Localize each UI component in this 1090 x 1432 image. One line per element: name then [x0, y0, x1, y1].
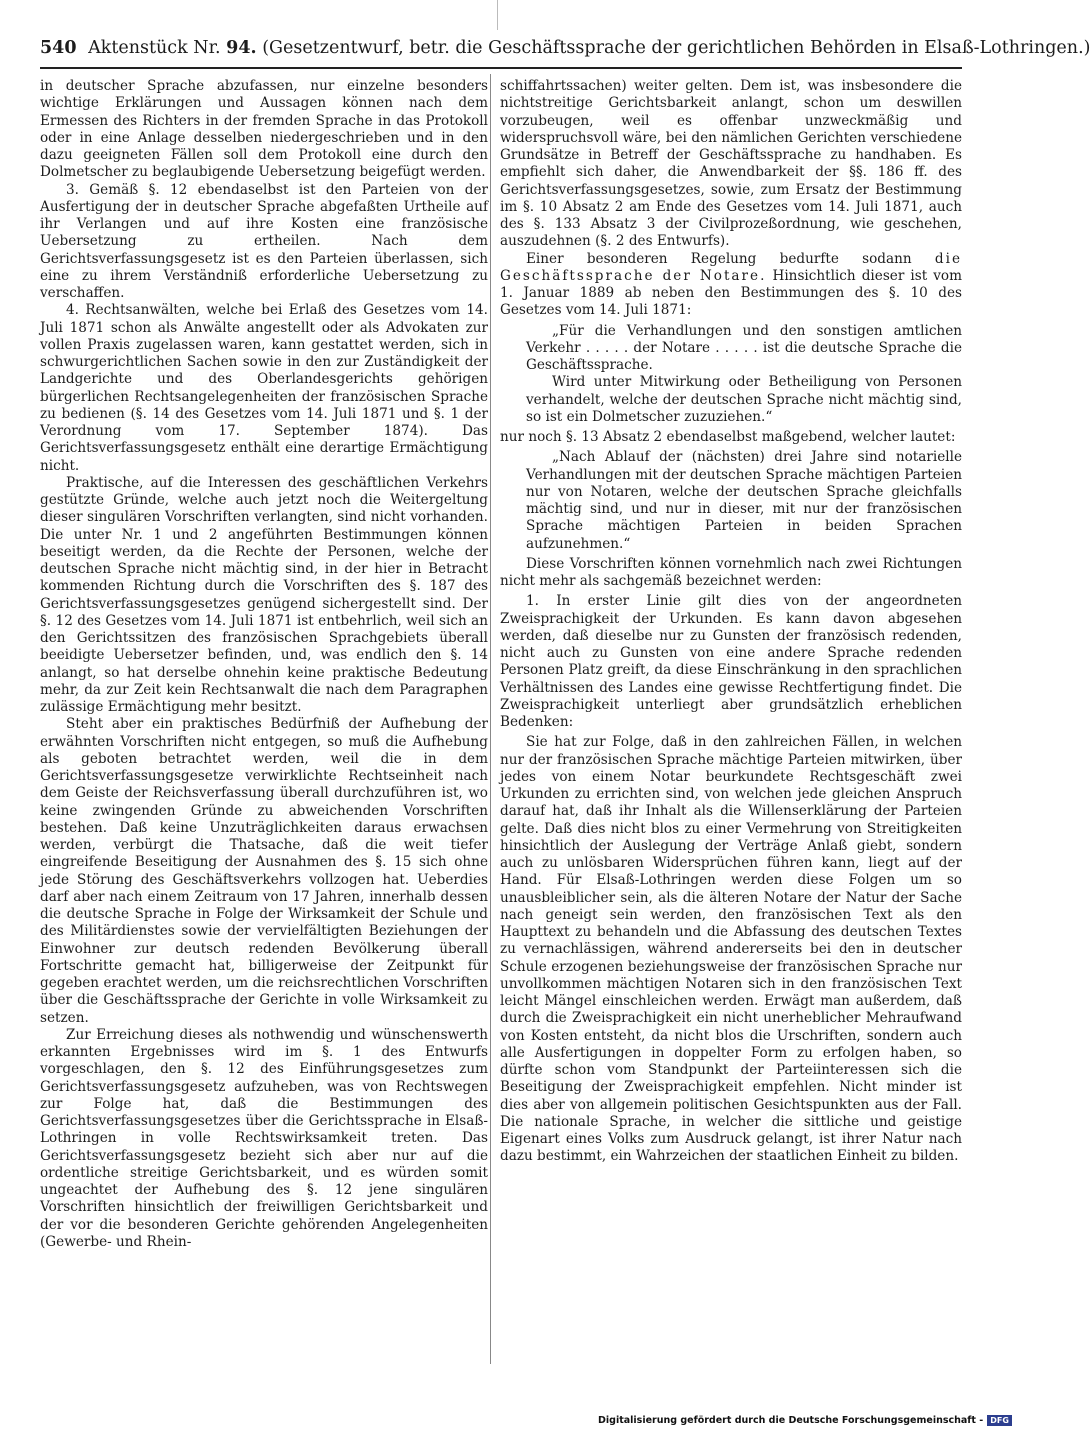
doc-label: Aktenstück Nr. — [88, 38, 221, 58]
paragraph: Praktische, auf die Interessen des geschäftlichen Verkehrs gestützte Gründe, welche auch jetzt noch die Weitergeltung dieser singulären Vorschriften verlangten, sind nicht vorhanden. Die unter Nr. 1 und 2 angeführten Bestimmungen können beseitigt werden, da die Rechte der Personen, welche der deutschen Sprache nicht mächtig sind, in der hier in Betracht kommenden Richtung durch die Vorschriften des §. 187 des Gerichtsverfassungsgesetzes genügend sichergestellt sind. Der §. 12 des Gesetzes vom 14. Juli 1871 ist entbehrlich, weil sich an den Gerichtssitzen des französischen Sprachgebiets überall beeidigte Uebersetzer befinden, und, was endlich den §. 14 anlangt, so hat derselbe ohnehin keine praktische Bedeutung mehr, da zur Zeit kein Rechtsanwalt die nach dem Paragraphen zulässige Ermächtigung mehr besitzt. — [40, 474, 488, 715]
crease-mark — [497, 0, 498, 30]
running-header — [40, 36, 1090, 66]
footer-text: Digitalisierung gefördert durch die Deutsche Forschungsgemeinschaft - — [598, 1414, 984, 1426]
paragraph: schiffahrtssachen) weiter gelten. Dem ist, was insbesondere die nichtstreitige Gerichtsbarkeit anlangt, schon um deswillen vorzubeugen, weil es offenbar unzweckmäßig und widerspruchsvoll wäre, bei den nämlichen Gerichten verschiedene Grundsätze in Betreff der Geschäftssprache zu handhaben. Es empfiehlt sich daher, die Anwendbarkeit der §§. 186 ff. des Gerichtsverfassungsgesetzes, sowie, zum Ersatz der Bestimmung im §. 10 Absatz 2 am Ende des Gesetzes vom 14. Juli 1871, auch des §. 133 Absatz 3 der Civilprozeßordnung, wie geschehen, auszudehnen (§. 2 des Entwurfs). — [500, 78, 962, 250]
paragraph: Zur Erreichung dieses als nothwendig und wünschenswerth erkannten Ergebnisses wird im §. 1 des Entwurfs vorgeschlagen, den §. 12 des Einführungsgesetzes zum Gerichtsverfassungsgesetz aufzuheben, was von Rechtswegen zur Folge hat, daß die Bestimmungen des Gerichtsverfassungsgesetzes über die Gerichtssprache in Elsaß-Lothringen in volle Rechtswirksamkeit treten. Das Gerichtsverfassungsgesetz bezieht sich aber nur auf die ordentliche streitige Gerichtsbarkeit, und es würden somit ungeachtet der Aufhebung des §. 12 jene singulären Vorschriften hinsichtlich der freiwilligen Gerichtsbarkeit und der vor die besonderen Gerichte gehörenden Angelegenheiten (Gewerbe- und Rhein- — [40, 1026, 488, 1250]
paragraph: Steht aber ein praktisches Bedürfniß der Aufhebung der erwähnten Vorschriften nicht entgegen, so muß die Aufhebung als geboten betrachtet werden, weil die in dem Gerichtsverfassungsgesetze verwirklichte Rechtseinheit nach dem Geiste der Reichsverfassung überall durchzuführen ist, wo keine zwingenden Gründe zu abweichenden Vorschriften bestehen. Daß keine Unzuträglichkeiten daraus erwachsen werden, verbürgt die Thatsache, daß die weit tiefer eingreifende Beseitigung der Ausnahmen des §. 15 sich ohne jede Störung des Geschäftsverkehrs vollzogen hat. Ueberdies darf aber nach einem Zeitraum von 17 Jahren, innerhalb dessen die deutsche Sprache in Folge der Wirksamkeit der Schule und des Militärdienstes sowie der vervielfältigten Beziehungen der Einwohner zur deutsch redenden Bevölkerung überall Fortschritte gemacht hat, billigerweise der Zeitpunkt für gegeben erachtet werden, um die reichsrechtlichen Vorschriften über die Geschäftssprache der Gerichte in volle Wirksamkeit zu setzen. — [40, 716, 488, 1026]
doc-subject: (Gesetzentwurf, betr. die Geschäftssprache der gerichtlichen Behörden in Elsaß-Lothringen.) — [262, 38, 1090, 58]
page-number: 540 — [40, 38, 77, 58]
paragraph: 3. Gemäß §. 12 ebendaselbst ist den Parteien von der Ausfertigung der in deutscher Sprache abgefaßten Urtheile auf ihr Verlangen und auf ihre Kosten eine französische Uebersetzung zu ertheilen. Nach dem Gerichtsverfassungsgesetz ist es den Parteien überlassen, sich eine zu ihrem Verständniß erforderliche Uebersetzung zu verschaffen. — [40, 181, 488, 301]
left-column — [40, 78, 488, 1362]
right-column — [500, 78, 962, 1362]
paragraph: in deutscher Sprache abzufassen, nur einzelne besonders wichtige Erklärungen und Aussagen können nach dem Ermessen des Richters in der fremden Sprache in das Protokoll oder in eine Anlage desselben niedergeschrieben und in den dazu geeigneten Fällen soll dem Protokoll eine durch den Dolmetscher zu beglaubigende Uebersetzung beigefügt werden. — [40, 78, 488, 181]
spaced-emphasis: die Geschäftssprache der Notare. — [500, 250, 962, 284]
column-separator — [490, 74, 491, 1364]
doc-number: 94. — [226, 38, 257, 58]
paragraph: nur noch §. 13 Absatz 2 ebendaselbst maßgebend, welcher lautet: — [500, 429, 956, 445]
paragraph: Sie hat zur Folge, daß in den zahlreichen Fällen, in welchen nur der französischen Sprache mächtige Parteien mitwirken, über jedes von einem Notar beurkundete Rechtsgeschäft zwei Urkunden zu errichten sind, von welchen jede gleichen Anspruch darauf hat, daß ihr Inhalt als die Willenserklärung der Parteien gelte. Daß dies nicht blos zu einer Vermehrung von Streitigkeiten hinsichtlich der Auslegung der Verträge Anlaß giebt, sondern auch zu unlösbaren Widersprüchen führen kann, liegt auf der Hand. Für Elsaß-Lothringen werden diese Folgen um so unausbleiblicher sein, als die älteren Notare der Natur der Sache nach geneigt sein werden, den französischen Text als den Haupttext zu behandeln und die Abfassung des deutschen Textes zu vernachlässigen, während andererseits bei den in deutscher Schule erzogenen beziehungsweise der französischen Sprache nur unvollkommen mächtigen Notaren sich in den französischen Text leicht Mängel einschleichen werden. Erwägt man außerdem, daß durch die Zweisprachigkeit ein nicht unerheblicher Mehraufwand von Kosten entsteht, da nicht blos die Urschriften, sondern auch alle Ausfertigungen in doppelter Form zu erfolgen haben, so dürfte schon vom Standpunkt der Parteiinteressen sich die Beseitigung der Zweisprachigkeit empfehlen. Nicht minder ist dies aber von allgemein politischen Gesichtspunkten aus der Fall. Die nationale Sprache, in welcher die sittliche und geistige Eigenart eines Volks zum Ausdruck gelangt, ist ihrer Natur nach dazu bestimmt, ein Wahrzeichen der staatlichen Einheit zu bilden. — [500, 734, 962, 1165]
dfg-logo: DFG — [987, 1415, 1012, 1426]
header-rule — [40, 67, 962, 69]
quote-paragraph: „Nach Ablauf der (nächsten) drei Jahre sind notarielle Verhandlungen mit der deutschen Sprache mächtigen Parteien nur von Notaren, welche der deutschen Sprache gleichfalls mächtig sind, und nur in dieser, mit nur der französischen Sprache mächtigen Parteien in beiden Sprachen aufzunehmen.“ — [526, 449, 962, 552]
paragraph: 1. In erster Linie gilt dies von der angeordneten Zweisprachigkeit der Urkunden. Es kann davon abgesehen werden, daß dieselbe nur zu Gunsten der französisch redenden, nicht auch zu Gunsten von eine andere Sprache redenden Personen Platz greift, da diese Einschränkung in den sprachlichen Verhältnissen des Landes eine gewisse Rechtfertigung findet. Die Zweisprachigkeit unterliegt aber grundsätzlich erheblichen Bedenken: — [500, 593, 962, 730]
quote-paragraph: Wird unter Mitwirkung oder Betheiligung von Personen verhandelt, welche der deutschen Sprache nicht mächtig sind, so ist ein Dolmetscher zuzuziehen.“ — [526, 374, 962, 425]
paragraph: Einer besonderen Regelung bedurfte sodann die Geschäftssprache der Notare. Hinsichtlich dieser ist vom 1. Januar 1889 ab neben den Bestimmungen des §. 10 des Gesetzes vom 14. Juli 1871: — [500, 250, 963, 319]
paragraph: Diese Vorschriften können vornehmlich nach zwei Richtungen nicht mehr als sachgemäß bezeichnet werden: — [500, 555, 962, 589]
digitization-footer — [598, 1412, 1009, 1428]
quote-paragraph: „Für die Verhandlungen und den sonstigen amtlichen Verkehr . . . . . der Notare . . . . . ist die deutsche Sprache die Geschäftssprache. — [526, 322, 962, 373]
paragraph: 4. Rechtsanwälten, welche bei Erlaß des Gesetzes vom 14. Juli 1871 schon als Anwälte angestellt oder als Advokaten zur vollen Praxis zugelassen waren, kann gestattet werden, sich in schwurgerichtlichen Sachen sowie in den zur Zuständigkeit der Landgerichte und des Oberlandesgerichts gehörigen bürgerlichen Rechtsangelegenheiten der französischen Sprache zu bedienen (§. 14 des Gesetzes vom 14. Juli 1871 und §. 1 der Verordnung vom 17. September 1874). Das Gerichtsverfassungsgesetz enthält eine derartige Ermächtigung nicht. — [40, 302, 488, 474]
